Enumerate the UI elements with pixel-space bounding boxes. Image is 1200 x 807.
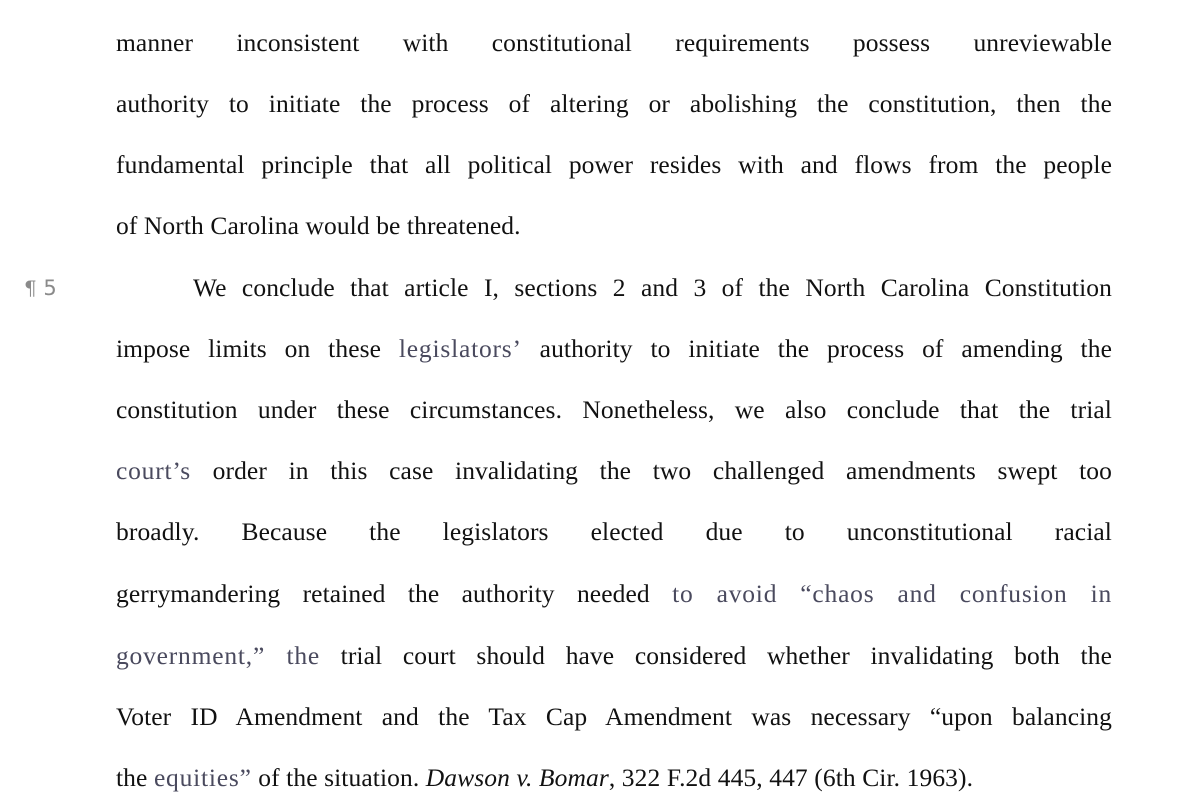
line-13-part-3: of the situation. [251, 763, 426, 792]
text-line-2: authority to initiate the process of altering or abolishing the constitution, then the [116, 89, 1112, 118]
text-line-12: Voter ID Amendment and the Tax Cap Amendment was necessary “upon balancing [116, 702, 1112, 731]
text-line-5: We conclude that article I, sections 2 and 3 of the North Carolina Constitution [193, 273, 1112, 302]
text-line-11 [116, 640, 1112, 672]
text-line-6 [116, 333, 1112, 365]
paragraph-marker [24, 272, 57, 304]
pilcrow-icon: ¶ [24, 276, 37, 300]
line-11-part-1: government,” the [116, 641, 320, 670]
text-line-7: constitution under these circumstances. Nonetheless, we also conclude that the trial [116, 395, 1112, 424]
line-6-part-1: impose limits on these [116, 334, 399, 363]
text-line-13 [116, 762, 1112, 794]
text-line-10 [116, 578, 1112, 610]
line-13-part-2: equities” [153, 763, 252, 792]
line-13-part-1: the [116, 763, 154, 792]
text-line-3: fundamental principle that all political power resides with and flows from the people [116, 150, 1112, 179]
paragraph-number: 5 [43, 276, 57, 300]
case-citation-name: Dawson v. Bomar [425, 763, 609, 792]
text-line-1: manner inconsistent with constitutional requirements possess unreviewable [116, 28, 1112, 57]
line-10-part-2: to avoid “chaos and confusion in [672, 579, 1113, 608]
line-6-part-3: authority to initiate the process of amending the [521, 334, 1112, 363]
text-line-8 [116, 455, 1112, 487]
text-line-9: broadly. Because the legislators elected due to unconstitutional racial [116, 517, 1112, 546]
text-line-4: of North Carolina would be threatened. [116, 211, 521, 240]
line-8-part-2: order in this case invalidating the two challenged amendments swept too [191, 456, 1112, 485]
case-citation-reporter: , 322 F.2d 445, 447 (6th Cir. 1963). [608, 763, 974, 792]
line-8-part-1: court’s [116, 456, 192, 485]
line-11-part-2: trial court should have considered whether invalidating both the [320, 641, 1112, 670]
line-10-part-1: gerrymandering retained the authority needed [116, 579, 673, 608]
line-6-part-2: legislators’ [398, 334, 522, 363]
